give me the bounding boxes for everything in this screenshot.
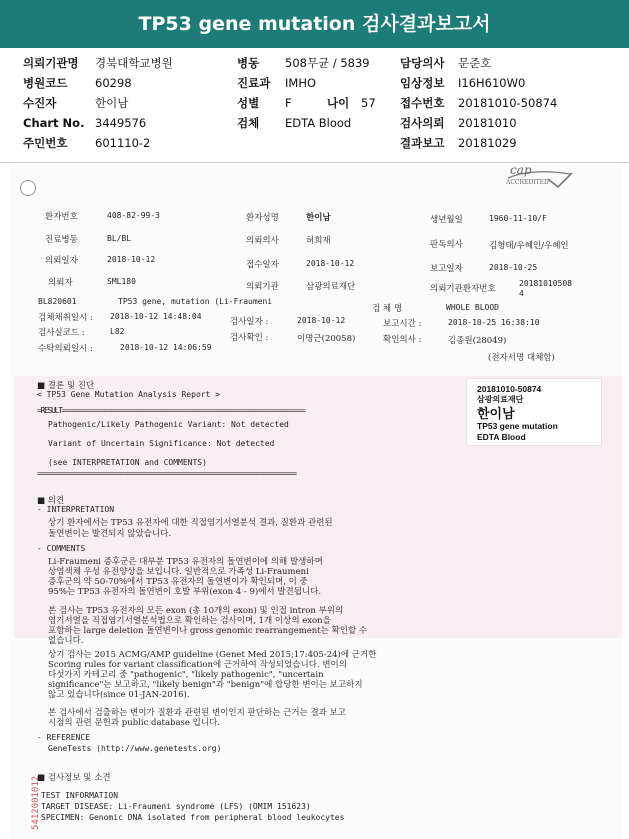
header-row [0, 134, 629, 153]
punch-hole [20, 180, 36, 196]
esign-note: (전자서명 대체함) [488, 353, 555, 363]
info-value: 4 [519, 289, 524, 298]
info-value: 408-82-99-3 [107, 211, 160, 220]
info-value: 2018-10-12 [306, 259, 355, 268]
comment-line: 염기서열을 직접염기서열분석법으로 확인하는 검사이며, 1개 이상의 exon을 [48, 616, 331, 626]
info-value: 2018-10-12 [107, 255, 156, 264]
header-label: 수진자 [23, 96, 57, 110]
time-label: 확인의사 : [383, 335, 422, 345]
reference-line: GeneTests (http://www.genetests.org) [48, 744, 222, 753]
test-code: BL820601 [38, 297, 77, 306]
info-label: 의뢰기관환자번호 [430, 284, 496, 294]
header-value: 20181010-50874 [458, 96, 558, 110]
age-value: 57 [361, 96, 376, 110]
report-title-line: < TP53 Gene Mutation Analysis Report > [37, 390, 221, 399]
comment-line: Scoring rules for variant classification에 근거하여 작성되었습니다. 변이의 [48, 660, 347, 670]
info-heading: ■ 검사정보 및 소견 [37, 773, 111, 783]
info-label: 보고일자 [430, 264, 463, 274]
comment-line: 않고 있습니다(since 01-JAN-2016). [48, 690, 190, 700]
header-value: 20181029 [458, 136, 517, 150]
info-value: 20181010508 [519, 279, 572, 288]
comment-line: 상기 검사는 2015 ACMG/AMP guideline (Genet Med 2015;17:405-24)에 근거한 [48, 650, 377, 660]
header-row [0, 74, 629, 93]
info-value: BL/BL [107, 234, 132, 243]
header-label: 검체 [237, 116, 260, 130]
specimen-value: WHOLE BLOOD [446, 303, 499, 312]
info-value: 2018-10-25 [489, 263, 538, 272]
comment-line: 본 검사는 TP53 유전자의 모든 exon (총 10개의 exon) 및 인접 intron 부위의 [48, 606, 344, 616]
header-value: 20181010 [458, 116, 517, 130]
age-label: 나이 [327, 96, 350, 110]
report-header [0, 52, 629, 158]
specimen-label: 검 체 명 [372, 304, 403, 314]
header-label: Chart No. [23, 116, 85, 130]
info-value: 삼광의료재단 [306, 282, 356, 292]
specimen-label-sticker [466, 378, 602, 446]
time-value: 이명근(20058) [297, 334, 356, 344]
time-label: 검체채취일시 : [38, 313, 93, 323]
vertical-stamp-number: 5412001012 [31, 775, 41, 830]
header-value: 문준호 [458, 56, 492, 70]
header-label: 성별 [237, 96, 260, 110]
info-label: 의뢰일자 [45, 256, 78, 266]
time-label: 검사일자 : [230, 317, 269, 327]
info-label: 의뢰의사 [246, 236, 279, 246]
header-label: 접수번호 [400, 96, 445, 110]
result-rule: =RESULT===================================================================== [37, 406, 305, 415]
info-label: 의뢰자 [48, 278, 73, 288]
result-line: Pathogenic/Likely Pathogenic Variant: Not detected [48, 420, 289, 429]
header-label: 병동 [237, 56, 260, 70]
interp-line: 돌연변이는 발견되지 않았습니다. [48, 529, 172, 539]
time-value: 김종원(28049) [448, 336, 507, 346]
report-title: TP53 gene mutation 검사결과보고서 [0, 0, 629, 48]
header-divider [0, 162, 629, 163]
time-value: 2018-10-12 14:06:59 [120, 343, 212, 352]
cap-accreditation-logo [502, 163, 576, 188]
header-label: 임상정보 [400, 76, 445, 90]
time-value: 2018-10-25 16:38:10 [448, 318, 540, 327]
header-row [0, 114, 629, 133]
sticker-line: 20181010-50874 [477, 384, 542, 394]
result-line: (see INTERPRETATION and COMMENTS) [48, 458, 207, 467]
comment-line: Li-Fraumeni 증후군은 대부분 TP53 유전자의 돌연변이에 의해 발생하며 [48, 557, 323, 567]
header-row [0, 94, 629, 113]
result-line: Variant of Uncertain Significance: Not detected [48, 439, 275, 448]
comment-line: 상염색체 우성 유전양상을 보입니다. 일반적으로 가족성 Li-Fraumeni [48, 567, 309, 577]
info-label: 판독의사 [430, 240, 463, 250]
interp-line: 상기 환자에서는 TP53 유전자에 대한 직접염기서열분석 결과, 질환과 관련된 [48, 518, 333, 528]
result-rule: ============================================================================== [37, 469, 296, 478]
test-info-title: TEST INFORMATION [41, 791, 119, 800]
comment-line: 본 검사에서 검출하는 변이가 질환과 관련된 변이인지 판단하는 근거는 결과 보고 [48, 708, 346, 718]
opinion-heading: ■ 의견 [37, 496, 65, 506]
cap-sub: ACCREDITED [506, 179, 549, 186]
header-label: 진료과 [237, 76, 271, 90]
comment-line: 시점의 관련 문헌과 public database 입니다. [48, 718, 220, 728]
header-label: 의뢰기관명 [23, 56, 79, 70]
time-label: 검사확인 : [230, 333, 269, 343]
info-value: 한이남 [306, 213, 331, 223]
reference-title: - REFERENCE [37, 733, 90, 742]
test-name: TP53 gene, mutation (Li-Fraumeni [118, 297, 273, 306]
time-value: 2018-10-12 [297, 316, 346, 325]
sticker-line: 한이남 [477, 406, 515, 421]
sticker-line: EDTA Blood [477, 432, 526, 442]
comment-line: 포함하는 large deletion 돌연변이나 gross genomic rearrangement는 확인할 수 [48, 626, 368, 636]
info-value: SML180 [107, 277, 136, 286]
time-label: 보고시간 : [383, 319, 422, 329]
info-label: 환자성명 [246, 213, 279, 223]
info-label: 생년월일 [430, 215, 463, 225]
result-heading: ■ 결론 및 진단 [37, 381, 95, 391]
time-label: 수탁의뢰일시 : [38, 344, 93, 354]
header-label: 담당의사 [400, 56, 445, 70]
test-info-line: TARGET DISEASE: Li-Fraumeni syndrome (LFS) (OMIM 151623) [41, 802, 311, 811]
cap-text: cap [510, 163, 532, 177]
comment-line: 다섯가지 카테고리 중 "pathogenic", "likely pathogenic", "uncertain [48, 670, 324, 680]
comment-line: 없습니다. [48, 636, 84, 646]
test-info-line: SPECIMEN: Genomic DNA isolated from peripheral blood leukocytes [41, 813, 345, 822]
info-value: 김형태/우혜인/우혜인 [489, 241, 569, 251]
header-value: I16H610W0 [458, 76, 526, 90]
header-label: 병원코드 [23, 76, 68, 90]
info-label: 환자번호 [45, 212, 78, 222]
header-label: 주민번호 [23, 136, 68, 150]
sticker-line: TP53 gene mutation [477, 421, 558, 431]
info-value: 허희재 [306, 236, 331, 246]
header-value: 한이남 [95, 96, 129, 110]
info-value: 1960-11-10/F [489, 214, 547, 223]
header-label: 결과보고 [400, 136, 445, 150]
info-label: 접수일자 [246, 260, 279, 270]
comment-line: 95%는 TP53 유전자의 돌연변이 호발 부위(exon 4 - 9)에서 발견됩니다. [48, 587, 322, 597]
header-value: F [285, 96, 292, 110]
info-label: 의뢰기관 [246, 282, 279, 292]
comment-line: 증후군의 약 50-70%에서 TP53 유전자의 돌연변이가 확인되며, 이 중 [48, 577, 308, 587]
time-value: L82 [110, 327, 125, 336]
header-value: 508무균 / 5839 [285, 56, 370, 70]
interp-title: - INTERPRETATION [37, 505, 115, 514]
header-value: IMHO [285, 76, 317, 90]
header-row [0, 54, 629, 73]
comments-title: - COMMENTS [37, 544, 86, 553]
comment-line: significance"는 보고하고, "likely benign"과 "benign"에 합당한 변이는 보고하지 [48, 680, 363, 690]
header-value: 60298 [95, 76, 132, 90]
time-value: 2018-10-12 14:48:04 [110, 312, 202, 321]
header-label: 검사의뢰 [400, 116, 445, 130]
header-value: 경북대학교병원 [95, 56, 173, 70]
time-label: 검사실코드 : [38, 328, 85, 338]
header-value: EDTA Blood [285, 116, 352, 130]
sticker-line: 삼광의료재단 [477, 395, 524, 404]
header-value: 601110-2 [95, 136, 151, 150]
header-value: 3449576 [95, 116, 147, 130]
info-label: 진료병동 [45, 235, 78, 245]
